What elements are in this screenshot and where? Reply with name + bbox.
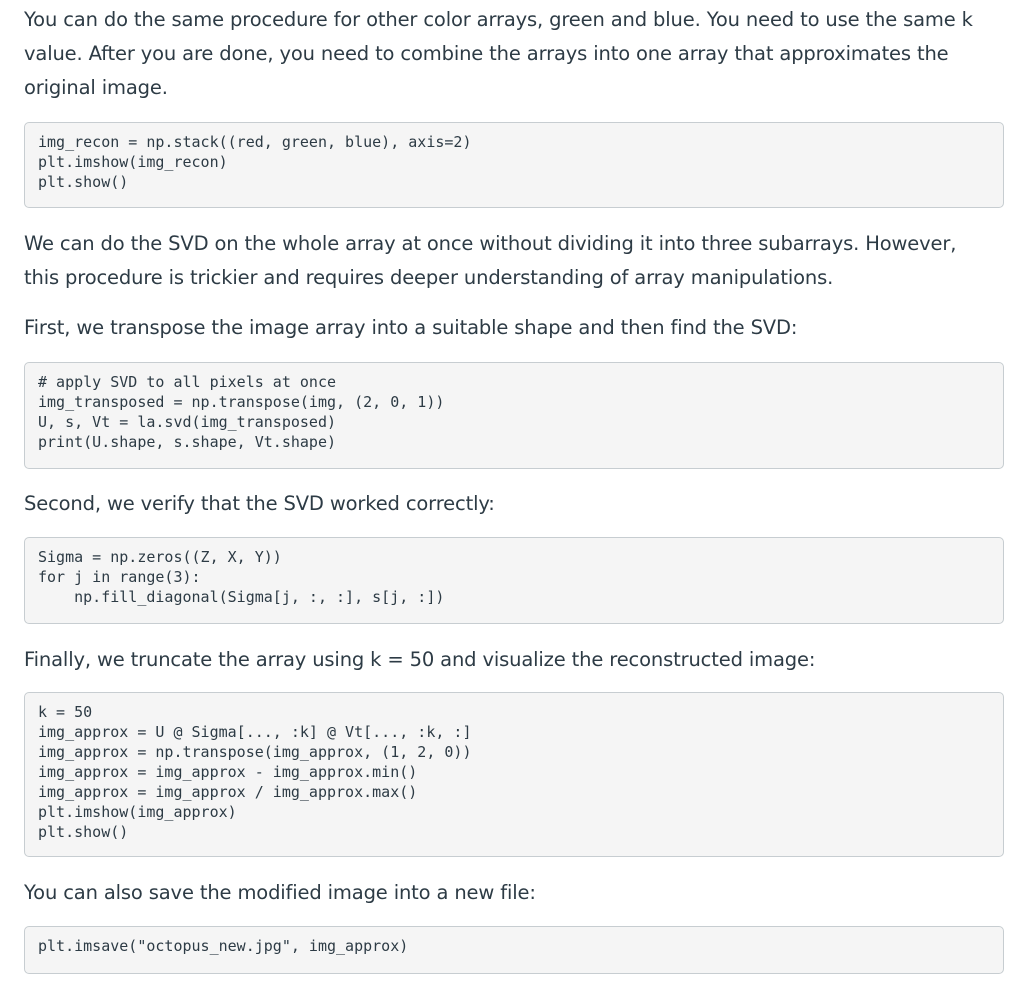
paragraph-verify-step: Second, we verify that the SVD worked correctly: [24, 492, 495, 515]
code-block-truncate-reconstruct[interactable]: k = 50 img_approx = U @ Sigma[..., :k] @ Vt[..., :k, :] img_approx = np.transpose(img_approx, (1, 2, 0)) img_approx = img_approx - img_approx.min() img_approx = img_approx / img_approx.max() plt.imshow(img_approx) plt.show() [24, 692, 1004, 857]
paragraph-combine-arrays: You can do the same procedure for other color arrays, green and blue. You need to use the same k value. After you are done, you need to combine the arrays into one array that approximates the original image. [24, 8, 973, 99]
paragraph-save-file: You can also save the modified image into a new file: [24, 881, 536, 904]
paragraph-svd-whole-array: We can do the SVD on the whole array at once without dividing it into three subarrays. However, this procedure is trickier and requires deeper understanding of array manipulations. [24, 232, 957, 289]
paragraph-transpose-step: First, we transpose the image array into a suitable shape and then find the SVD: [24, 316, 798, 339]
code-block-imsave[interactable]: plt.imsave("octopus_new.jpg", img_approx) [24, 926, 1004, 974]
code-block-apply-svd[interactable]: # apply SVD to all pixels at once img_transposed = np.transpose(img, (2, 0, 1)) U, s, Vt = la.svd(img_transposed) print(U.shape, s.shape, Vt.shape) [24, 362, 1004, 469]
code-block-stack-colors[interactable]: img_recon = np.stack((red, green, blue), axis=2) plt.imshow(img_recon) plt.show() [24, 122, 1004, 208]
code-block-build-sigma[interactable]: Sigma = np.zeros((Z, X, Y)) for j in range(3): np.fill_diagonal(Sigma[j, :, :], s[j, :]) [24, 537, 1004, 624]
paragraph-truncate-step: Finally, we truncate the array using k = 50 and visualize the reconstructed image: [24, 648, 816, 671]
